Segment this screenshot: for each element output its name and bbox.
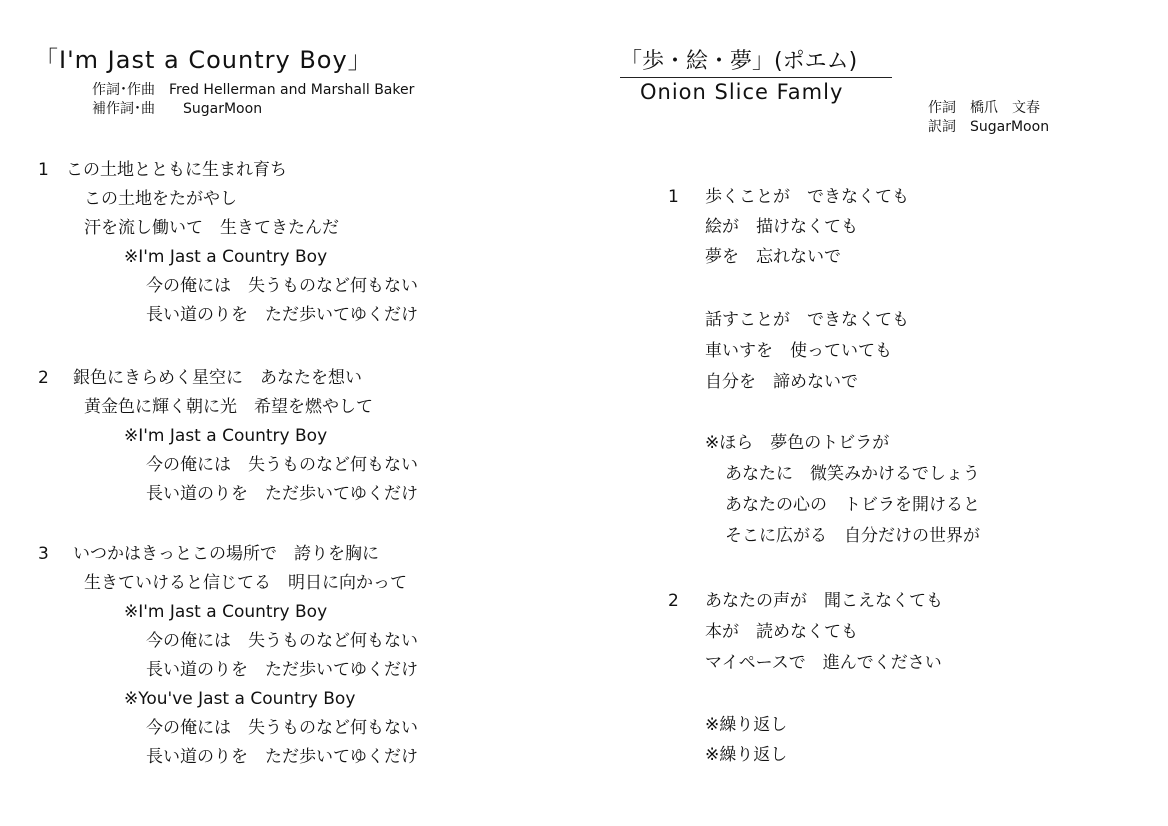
chorus-line: ※ほら 夢色のトビラが [705, 433, 890, 453]
chorus-line: 長い道のりを ただ歩いてゆくだけ [146, 747, 418, 767]
chorus-line: あなたに 微笑みかけるでしょう [725, 464, 980, 484]
poem-line: 絵が 描けなくても [705, 217, 858, 237]
repeat-line: ※繰り返し [705, 715, 788, 735]
right-credit-lyricist: 作詞 橋爪 文春 [928, 100, 1040, 116]
right-credit-translator: 訳詞 SugarMoon [928, 119, 1050, 135]
chorus-line: 今の俺には 失うものなど何もない [146, 455, 418, 475]
verse-number: 2 [668, 591, 679, 611]
poem-line: 自分を 諦めないで [705, 372, 858, 392]
chorus-line: 長い道のりを ただ歩いてゆくだけ [146, 484, 418, 504]
title-underline [620, 77, 892, 78]
lyric-line: 汗を流し働いて 生きてきたんだ [84, 218, 339, 238]
lyric-line: この土地とともに生まれ育ち [66, 160, 287, 180]
chorus-line: 長い道のりを ただ歩いてゆくだけ [146, 305, 418, 325]
chorus-line: 今の俺には 失うものなど何もない [146, 631, 418, 651]
verse-number: 1 [668, 187, 679, 207]
poem-line: 車いすを 使っていても [705, 341, 892, 361]
left-song-title: 「I'm Jast a Country Boy」 [34, 46, 373, 74]
repeat-line: ※繰り返し [705, 745, 788, 765]
poem-line: 本が 読めなくても [705, 622, 858, 642]
verse-number: 2 [38, 368, 49, 388]
chorus-line: ※I'm Jast a Country Boy [124, 602, 328, 622]
verse-number: 3 [38, 544, 49, 564]
verse-number: 1 [38, 160, 49, 180]
lyric-line: いつかはきっとこの場所で 誇りを胸に [73, 544, 379, 564]
left-credit-composer: 作詞･作曲 Fred Hellerman and Marshall Baker [92, 82, 415, 98]
left-credit-arranger: 補作詞･曲 SugarMoon [92, 101, 263, 117]
lyric-line: 生きていけると信じてる 明日に向かって [84, 573, 407, 593]
poem-line: あなたの声が 聞こえなくても [705, 591, 943, 611]
chorus-line: ※I'm Jast a Country Boy [124, 247, 328, 267]
chorus-line: 今の俺には 失うものなど何もない [146, 718, 418, 738]
right-poem-title: 「歩・絵・夢」(ポエム) [620, 49, 858, 74]
poem-line: 歩くことが できなくても [705, 187, 909, 207]
lyric-line: この土地をたがやし [84, 189, 237, 209]
chorus-line: 今の俺には 失うものなど何もない [146, 276, 418, 296]
chorus-line: ※I'm Jast a Country Boy [124, 426, 328, 446]
chorus-line: あなたの心の トビラを開けると [725, 495, 980, 515]
poem-line: マイペースで 進んでください [705, 653, 942, 673]
chorus-line: ※You've Jast a Country Boy [124, 689, 356, 709]
chorus-line: 長い道のりを ただ歩いてゆくだけ [146, 660, 418, 680]
poem-line: 夢を 忘れないで [705, 247, 841, 267]
right-poem-subtitle: Onion Slice Famly [640, 80, 844, 104]
poem-line: 話すことが できなくても [705, 310, 909, 330]
lyric-line: 銀色にきらめく星空に あなたを想い [73, 368, 362, 388]
lyric-line: 黄金色に輝く朝に光 希望を燃やして [84, 397, 373, 417]
chorus-line: そこに広がる 自分だけの世界が [725, 526, 980, 546]
